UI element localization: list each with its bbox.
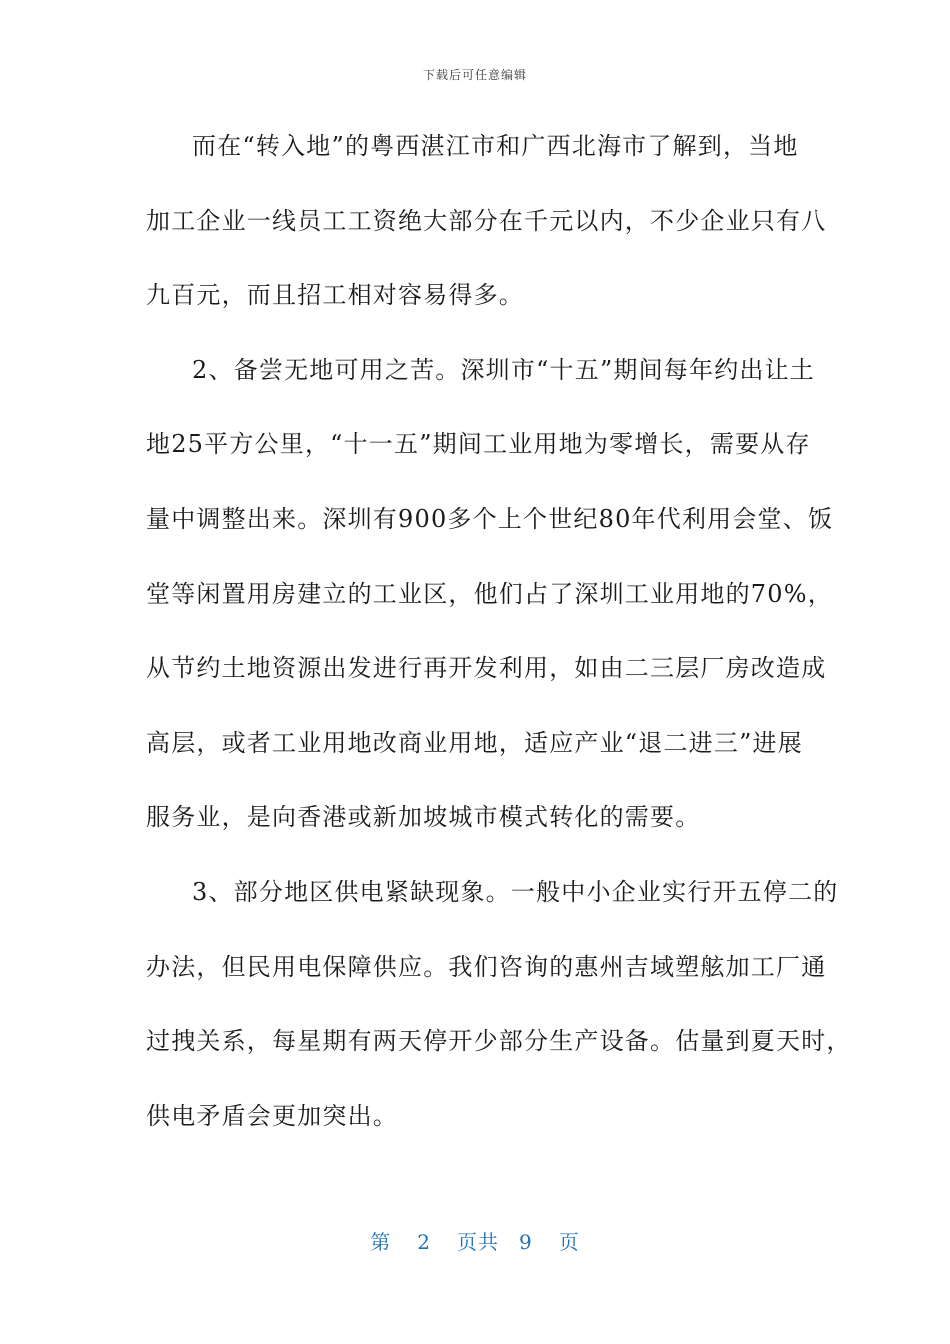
paragraph bbox=[146, 344, 834, 866]
paragraph-line: 高层，或者工业用地改商业用地，适应产业“退二进三”进展 bbox=[146, 728, 803, 757]
paragraph-line: 量中调整出来。深圳有900多个上个世纪80年代利用会堂、饭 bbox=[146, 504, 834, 533]
document-body bbox=[146, 120, 852, 1164]
paragraph-line: 服务业，是向香港或新加坡城市模式转化的需要。 bbox=[146, 803, 701, 832]
paragraph-line: 过拽关系，每星期有两天停开少部分生产设备。估量到夏天时， bbox=[146, 1027, 852, 1056]
paragraph-line: 3、部分地区供电紧缺现象。一般中小企业实行开五停二的 bbox=[192, 877, 839, 906]
paragraph-line: 2、备尝无地可用之苦。深圳市“十五”期间每年约出让土 bbox=[192, 355, 816, 384]
paragraph-line: 而在“转入地”的粤西湛江市和广西北海市了解到，当地 bbox=[192, 132, 799, 160]
paragraph-line: 办法，但民用电保障供应。我们咨询的惠州吉域塑舷加工厂通 bbox=[146, 952, 827, 981]
paragraph-line: 供电矛盾会更加突出。 bbox=[146, 1101, 398, 1130]
paragraph bbox=[146, 866, 852, 1164]
paragraph-line: 从节约土地资源出发进行再开发利用，如由二三层厂房改造成 bbox=[146, 654, 827, 683]
page-footer bbox=[0, 1226, 950, 1255]
footer-label-suffix: 页 bbox=[558, 1230, 580, 1254]
footer-label-prefix: 第 bbox=[370, 1230, 392, 1254]
paragraph-line: 堂等闲置用房建立的工业区，他们占了深圳工业用地的70%， bbox=[146, 579, 833, 608]
paragraph-line: 加工企业一线员工工资绝大部分在千元以内，不少企业只有八 bbox=[146, 206, 827, 235]
paragraph-line: 地25平方公里，“十一五”期间工业用地为零增长，需要从存 bbox=[146, 430, 811, 459]
paragraph-line: 九百元，而且招工相对容易得多。 bbox=[146, 281, 524, 310]
footer-current-page: 2 bbox=[417, 1230, 431, 1254]
footer-label-middle: 页共 bbox=[457, 1230, 499, 1254]
footer-total-pages: 9 bbox=[519, 1230, 533, 1254]
page-header: 下载后可任意编辑 bbox=[422, 68, 527, 82]
paragraph bbox=[146, 120, 827, 344]
